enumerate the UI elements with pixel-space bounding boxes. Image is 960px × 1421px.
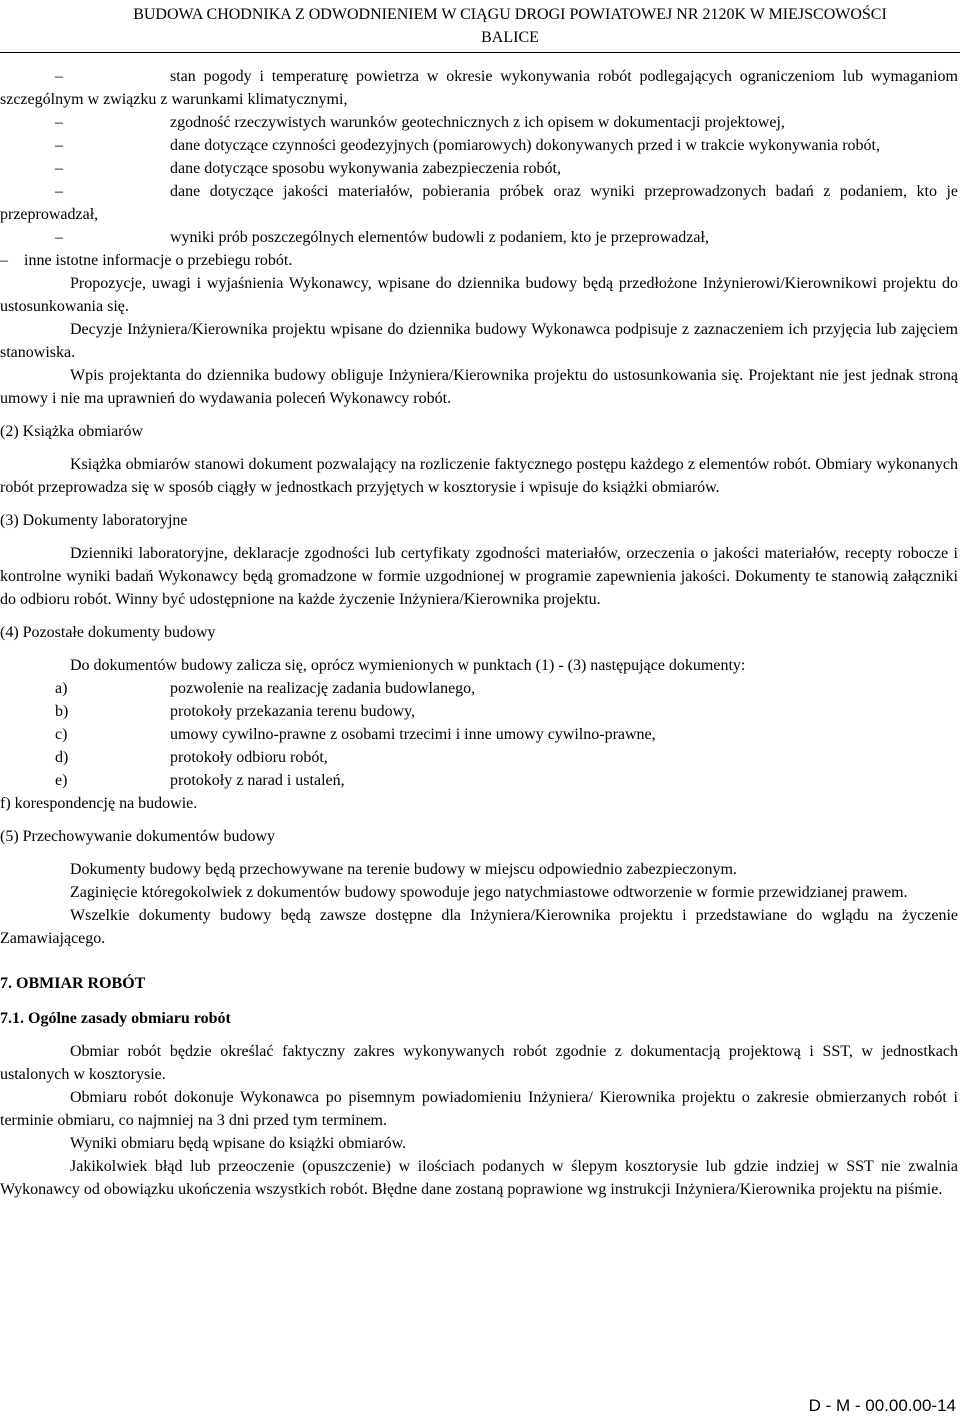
bullet-dash: – xyxy=(55,160,63,177)
section-title-7: 7. OBMIAR ROBÓT xyxy=(0,975,146,992)
list-item xyxy=(0,769,958,792)
list-label: d) xyxy=(55,749,69,766)
header-divider xyxy=(0,52,960,53)
bullet-item xyxy=(0,226,958,249)
bullet-item-last xyxy=(0,249,958,272)
list-label: e) xyxy=(55,772,68,789)
list-label: a) xyxy=(55,680,68,697)
subsection-title-3: (3) Dokumenty laboratoryjne xyxy=(0,512,188,529)
list-text: protokoły odbioru robót, xyxy=(170,749,328,766)
bullet-item xyxy=(0,157,958,180)
bullet-item xyxy=(0,65,958,111)
bullet-text: dane dotyczące jakości materiałów, pobierania próbek oraz wyniki przeprowadzonych badań z podaniem, kto je przeprowadzał, xyxy=(0,183,958,223)
bullet-item xyxy=(0,111,958,134)
paragraph-measure-2: Obmiaru robót dokonuje Wykonawca po pisemnym powiadomieniu Inżyniera/ Kierownika projektu o zakresie obmierzanych robót i terminie obmiaru, co najmniej na 3 dni przed tym terminem. xyxy=(0,1089,958,1129)
list-item xyxy=(0,746,958,769)
footer-page-code: D - M - 00.00.00-14 xyxy=(808,1396,956,1415)
subsection-title-5: (5) Przechowywanie dokumentów budowy xyxy=(0,828,276,845)
document-body xyxy=(0,65,958,1201)
list-text: pozwolenie na realizację zadania budowlanego, xyxy=(170,680,476,697)
list-label: c) xyxy=(55,726,68,743)
paragraph-storage-3: Wszelkie dokumenty budowy będą zawsze dostępne dla Inżyniera/Kierownika projektu i przedstawiane do wglądu na życzenie Zamawiającego. xyxy=(0,907,958,947)
bullet-item xyxy=(0,180,958,226)
bullet-dash: – xyxy=(55,137,63,154)
list-item xyxy=(0,723,958,746)
paragraph-other-documents: Do dokumentów budowy zalicza się, oprócz wymienionych w punktach (1) - (3) następujące dokumenty: xyxy=(70,657,746,674)
list-text: protokoły przekazania terenu budowy, xyxy=(170,703,416,720)
header-title-line1: BUDOWA CHODNIKA Z ODWODNIENIEM W CIĄGU DROGI POWIATOWEJ NR 2120K W MIEJSCOWOŚCI xyxy=(133,6,887,23)
list-item xyxy=(0,677,958,700)
bullet-text: dane dotyczące sposobu wykonywania zabezpieczenia robót, xyxy=(170,160,561,177)
paragraph-measure-4: Jakikolwiek błąd lub przeoczenie (opuszczenie) w ilościach podanych w ślepym kosztorysie lub gdzie indziej w SST nie zwalnia Wykonawcy od obowiązku ukończenia wszystkich robót. Błędne dane zostaną poprawione wg instrukcji Inżyniera/Kierownika projektu na piśmie. xyxy=(0,1158,958,1198)
bullet-text: stan pogody i temperaturę powietrza w okresie wykonywania robót podlegających ograniczeniom lub wymaganiom szczególnym w związku z warunkami klimatycznymi, xyxy=(0,68,958,108)
list-text: protokoły z narad i ustaleń, xyxy=(170,772,345,789)
bullet-item xyxy=(0,134,958,157)
page-header xyxy=(60,3,960,49)
bullet-dash: – xyxy=(0,252,8,269)
subsection-title-2: (2) Książka obmiarów xyxy=(0,423,144,440)
bullet-dash: – xyxy=(55,229,63,246)
paragraph-lab-documents: Dzienniki laboratoryjne, deklaracje zgodności lub certyfikaty zgodności materiałów, orzeczenia o jakości materiałów, recepty robocze i kontrolne wyniki badań Wykonawcy będą gromadzone w formie uzgodnionej w programie zapewnienia jakości. Dokumenty te stanowią załączniki do odbioru robót. Winny być udostępnione na każde życzenie Inżyniera/Kierownika projektu. xyxy=(0,545,958,608)
bullet-text: zgodność rzeczywistych warunków geotechnicznych z ich opisem w dokumentacji projektowej, xyxy=(170,114,785,131)
paragraph-designer: Wpis projektanta do dziennika budowy obliguje Inżyniera/Kierownika projektu do ustosunkowania się. Projektant nie jest jednak stroną umowy i nie ma uprawnień do wydawania poleceń Wykonawcy robót. xyxy=(0,367,958,407)
bullet-text: wyniki prób poszczególnych elementów budowli z podaniem, kto je przeprowadzał, xyxy=(170,229,709,246)
header-title-line2: BALICE xyxy=(481,29,539,46)
bullet-dash: – xyxy=(55,183,63,200)
subsection-title-4: (4) Pozostałe dokumenty budowy xyxy=(0,624,216,641)
bullet-text: dane dotyczące czynności geodezyjnych (pomiarowych) dokonywanych przed i w trakcie wykonywania robót, xyxy=(170,137,880,154)
paragraph-storage-2: Zaginięcie któregokolwiek z dokumentów budowy spowoduje jego natychmiastowe odtworzenie w formie przewidzianej prawem. xyxy=(70,884,908,901)
list-item xyxy=(0,700,958,723)
paragraph-proposals: Propozycje, uwagi i wyjaśnienia Wykonawcy, wpisane do dziennika budowy będą przedłożone Inżynierowi/Kierownikowi projektu do ustosunkowania się. xyxy=(0,275,958,315)
section-title-7-1: 7.1. Ogólne zasady obmiaru robót xyxy=(0,1010,231,1027)
paragraph-decisions: Decyzje Inżyniera/Kierownika projektu wpisane do dziennika budowy Wykonawca podpisuje z zaznaczeniem ich przyjęcia lub zajęciem stanowiska. xyxy=(0,321,958,361)
bullet-text: inne istotne informacje o przebiegu robót. xyxy=(24,252,293,269)
paragraph-measure-3: Wyniki obmiaru będą wpisane do książki obmiarów. xyxy=(70,1135,407,1152)
bullet-dash: – xyxy=(55,114,63,131)
paragraph-measure-1: Obmiar robót będzie określać faktyczny zakres wykonywanych robót zgodnie z dokumentacją projektową i SST, w jednostkach ustalonych w kosztorysie. xyxy=(0,1043,958,1083)
list-text: umowy cywilno-prawne z osobami trzecimi i inne umowy cywilno-prawne, xyxy=(170,726,656,743)
paragraph-storage-1: Dokumenty budowy będą przechowywane na terenie budowy w miejscu odpowiednio zabezpieczonym. xyxy=(70,861,737,878)
list-label: b) xyxy=(55,703,69,720)
bullet-dash: – xyxy=(55,68,63,85)
list-item-f: f) korespondencję na budowie. xyxy=(0,795,198,812)
paragraph-measurement-book: Książka obmiarów stanowi dokument pozwalający na rozliczenie faktycznego postępu każdego z elementów robót. Obmiary wykonanych robót przeprowadza się w sposób ciągły w jednostkach przyjętych w kosztorysie i wpisuje do książki obmiarów. xyxy=(0,456,958,496)
